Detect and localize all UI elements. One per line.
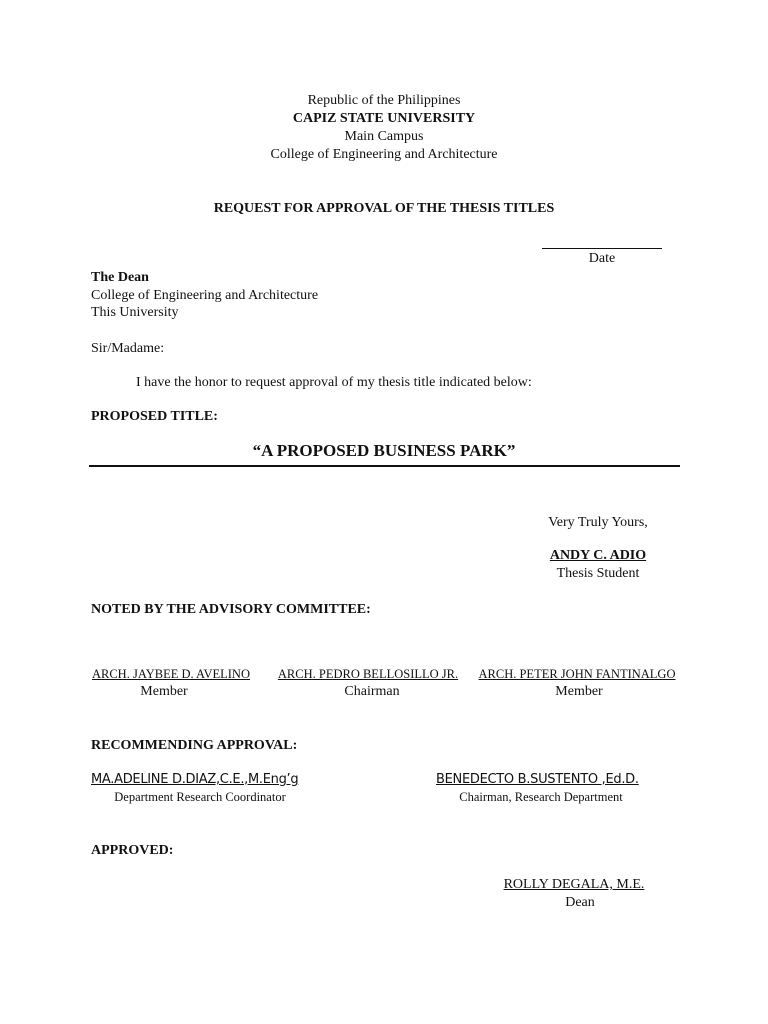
committee-chairman-role: Chairman	[344, 684, 400, 699]
header-campus: Main Campus	[344, 129, 424, 144]
header-college: College of Engineering and Architecture	[270, 147, 498, 162]
student-role: Thesis Student	[556, 566, 640, 581]
research-chairman-role: Chairman, Research Department	[459, 790, 623, 804]
recommending-heading: RECOMMENDING APPROVAL:	[91, 738, 298, 753]
dean-role: Dean	[565, 895, 595, 910]
proposed-title-label: PROPOSED TITLE:	[91, 409, 218, 424]
proposed-title: “A PROPOSED BUSINESS PARK”	[252, 441, 516, 460]
document-title: REQUEST FOR APPROVAL OF THE THESIS TITLES	[213, 201, 555, 216]
committee-member-3-role: Member	[555, 684, 603, 699]
research-coordinator-name: MA.ADELINE D.DIAZ,C.E.,M.Eng’g	[91, 772, 299, 787]
committee-chairman-name: ARCH. PEDRO BELLOSILLO JR.	[277, 667, 459, 681]
committee-member-3-name: ARCH. PETER JOHN FANTINALGO	[478, 667, 676, 681]
date-line	[542, 248, 662, 249]
research-chairman-name: BENEDECTO B.SUSTENTO ,Ed.D.	[436, 772, 639, 787]
title-underline	[89, 465, 680, 467]
approved-heading: APPROVED:	[91, 843, 174, 858]
date-label: Date	[588, 251, 616, 266]
research-coordinator-role: Department Research Coordinator	[114, 790, 286, 804]
addressee-name: The Dean	[91, 270, 149, 285]
salutation: Sir/Madame:	[91, 341, 165, 356]
dean-name: ROLLY DEGALA, M.E.	[503, 877, 645, 892]
addressee-university: This University	[91, 305, 179, 320]
student-name: ANDY C. ADIO	[549, 548, 647, 563]
request-body: I have the honor to request approval of my thesis title indicated below:	[136, 375, 532, 390]
header-university: CAPIZ STATE UNIVERSITY	[292, 111, 476, 126]
closing-text: Very Truly Yours,	[548, 515, 648, 530]
header-republic: Republic of the Philippines	[307, 93, 461, 108]
committee-member-1-name: ARCH. JAYBEE D. AVELINO	[91, 667, 250, 681]
addressee-college: College of Engineering and Architecture	[91, 288, 319, 303]
committee-heading: NOTED BY THE ADVISORY COMMITTEE:	[91, 602, 371, 617]
committee-member-1-role: Member	[140, 684, 188, 699]
